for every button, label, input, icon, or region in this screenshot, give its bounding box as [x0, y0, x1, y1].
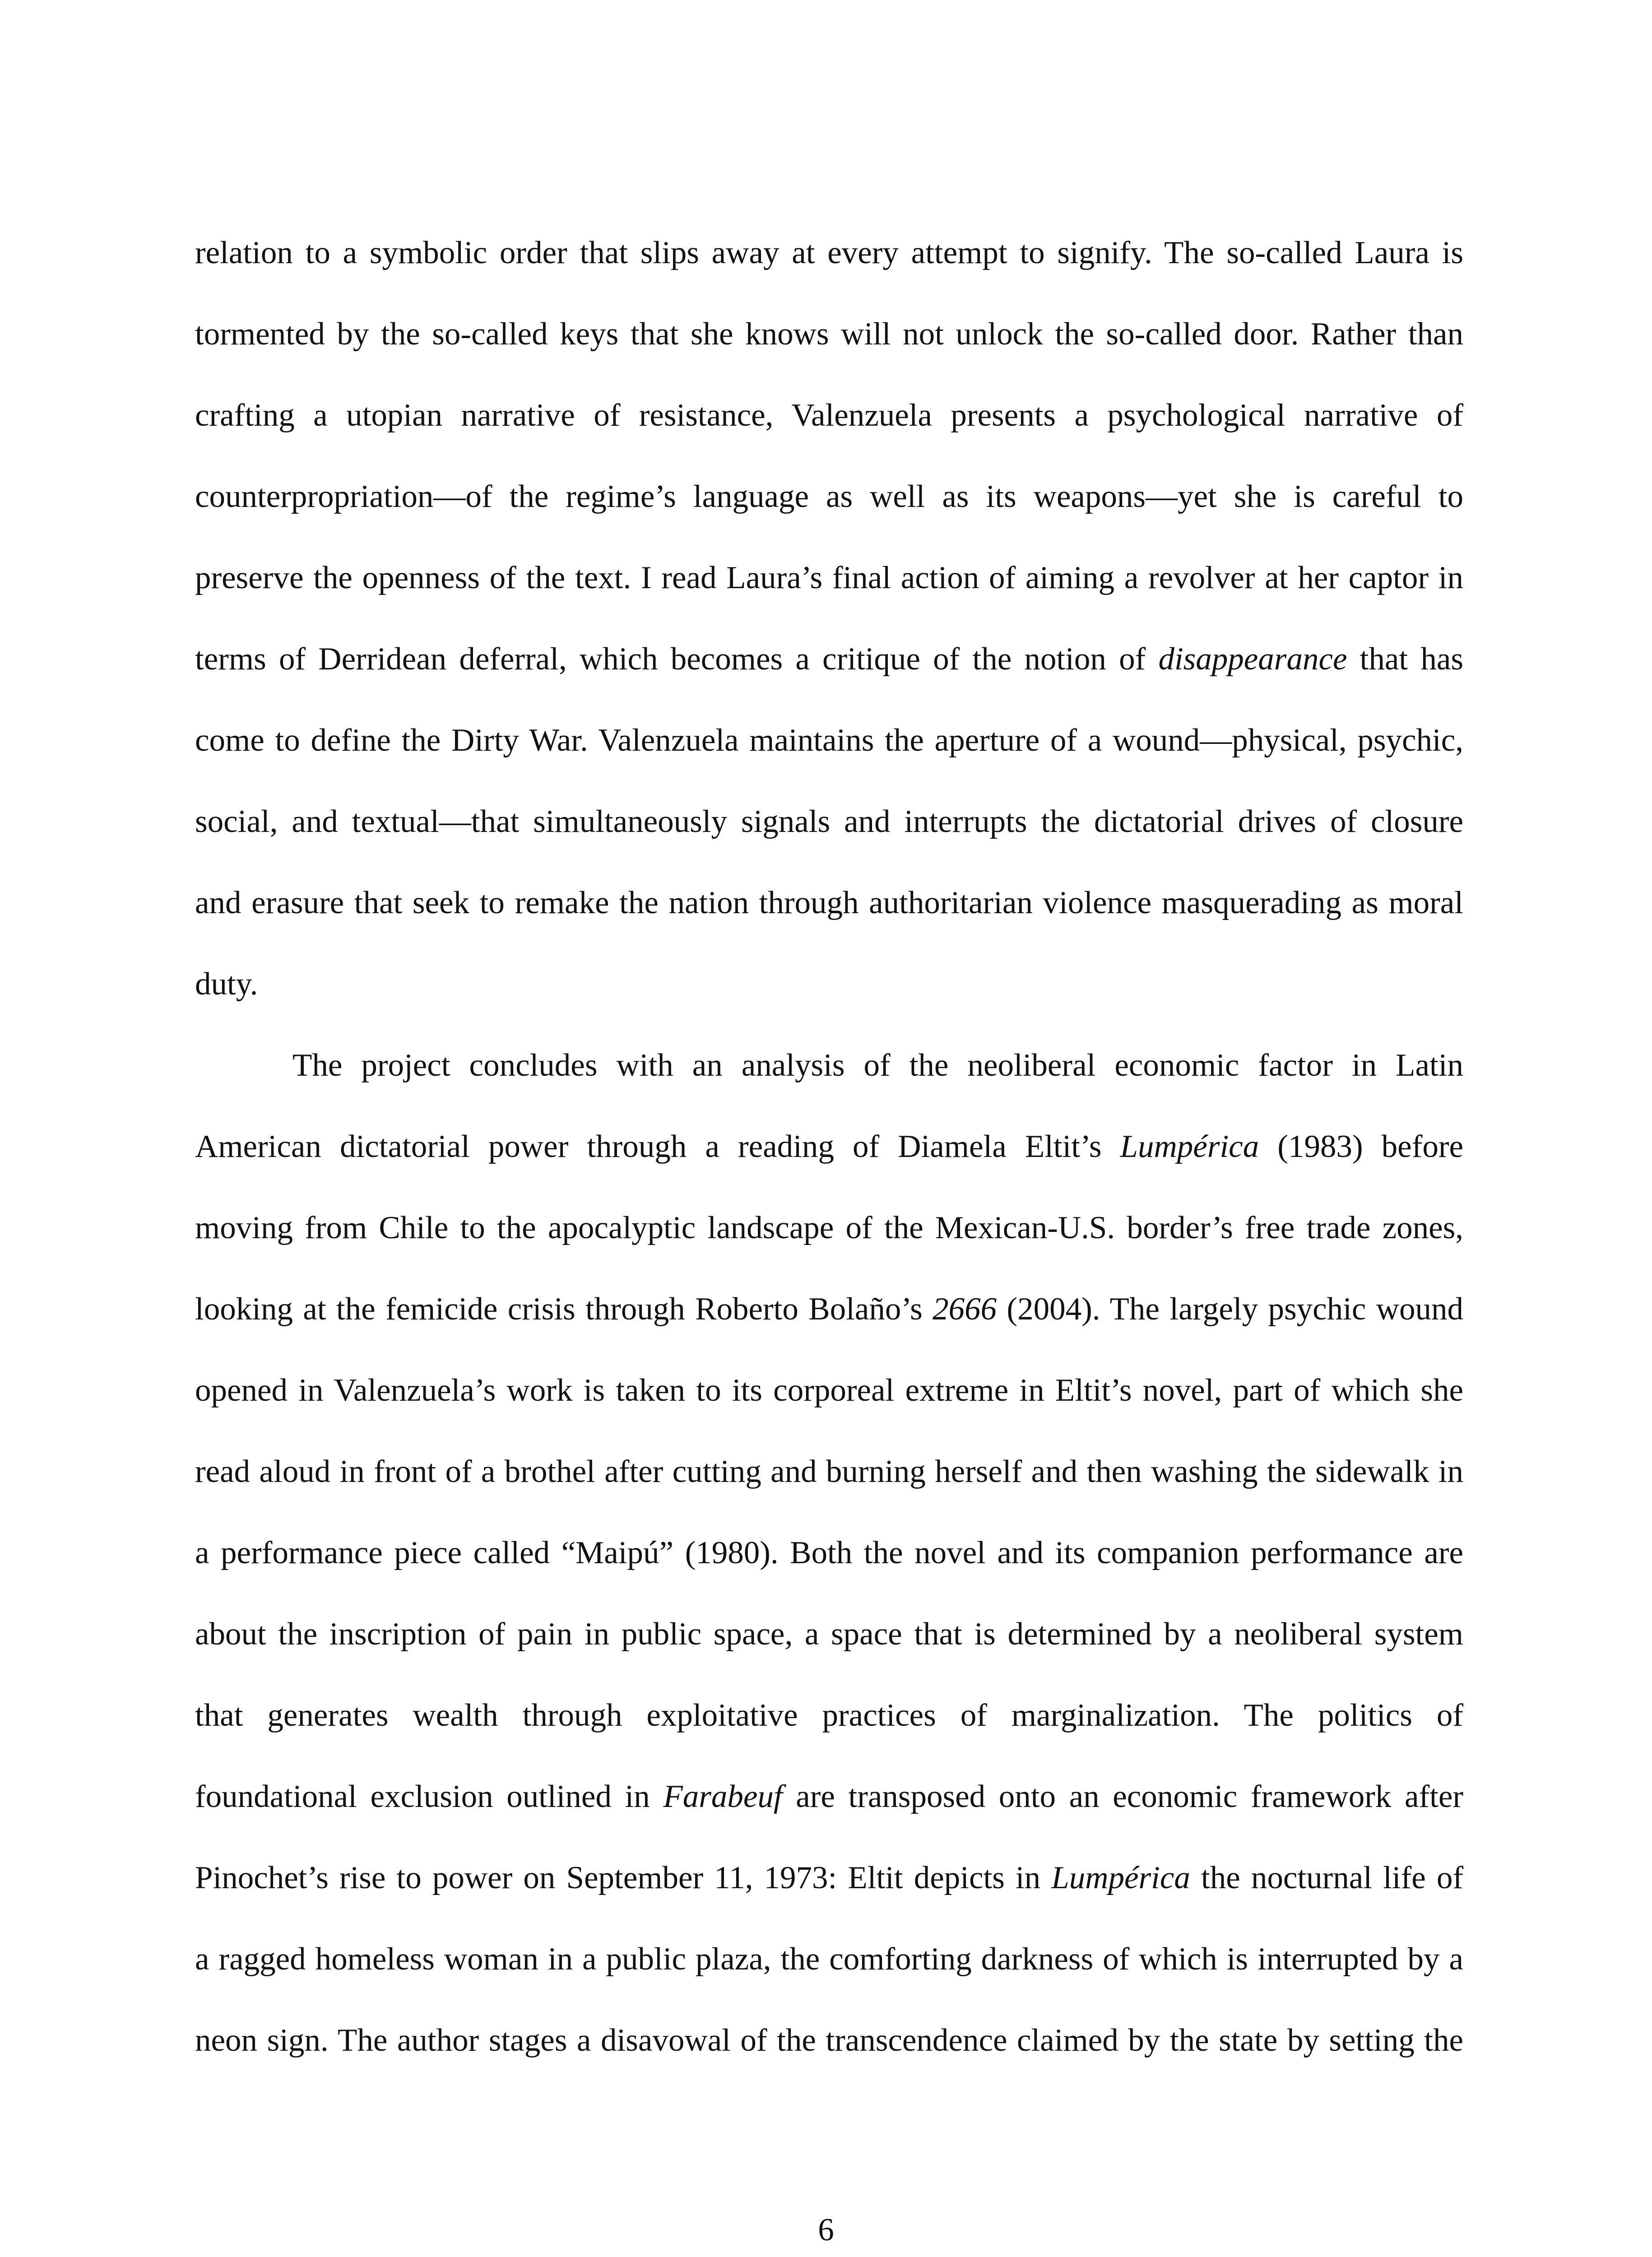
- text-line: [195, 1593, 1463, 1675]
- text-line: [195, 1756, 1463, 1837]
- text-run: (2004). The largely psychic wound: [997, 1291, 1463, 1327]
- text-run: counterpropriation—of the regime’s language as well as its weapons—yet she is careful to: [195, 479, 1463, 514]
- text-run: American dictatorial power through a reading of Diamela Eltit’s: [195, 1129, 1120, 1164]
- italic-title: Farabeuf: [663, 1779, 783, 1814]
- text-run: foundational exclusion outlined in: [195, 1779, 664, 1814]
- text-line: [195, 537, 1463, 618]
- text-run: duty.: [195, 966, 258, 1002]
- text-line: [195, 1918, 1463, 2000]
- text-run: a performance piece called “Maipú” (1980). Both the novel and its companion performance are: [195, 1535, 1463, 1570]
- text-run: that generates wealth through exploitative practices of marginalization. The politics of: [195, 1698, 1463, 1733]
- text-line: [195, 943, 1463, 1025]
- italic-title: 2666: [933, 1291, 997, 1327]
- text-run: a ragged homeless woman in a public plaza, the comforting darkness of which is interrupted by a: [195, 1941, 1463, 1977]
- text-line: [195, 212, 1463, 293]
- text-line: [195, 700, 1463, 781]
- text-line: [195, 456, 1463, 537]
- text-line: [195, 781, 1463, 862]
- italic-title: Lumpérica: [1051, 1860, 1190, 1895]
- text-run: neon sign. The author stages a disavowal of the transcendence claimed by the state by setting the: [195, 2023, 1463, 2058]
- text-run: crafting a utopian narrative of resistance, Valenzuela presents a psychological narrative of: [195, 398, 1463, 433]
- italic-title: disappearance: [1158, 641, 1347, 677]
- text-line: [195, 1025, 1463, 1106]
- text-run: the nocturnal life of: [1190, 1860, 1463, 1895]
- text-run: (1983) before: [1259, 1129, 1463, 1164]
- text-run: opened in Valenzuela’s work is taken to its corporeal extreme in Eltit’s novel, part of which she: [195, 1373, 1463, 1408]
- text-run: are transposed onto an economic framework after: [782, 1779, 1463, 1814]
- body-text: [195, 212, 1463, 2081]
- text-run: tormented by the so-called keys that she knows will not unlock the so-called door. Rather than: [195, 316, 1463, 352]
- text-line: [195, 1837, 1463, 1918]
- text-run: relation to a symbolic order that slips away at every attempt to signify. The so-called Laura is: [195, 235, 1463, 270]
- text-run: moving from Chile to the apocalyptic landscape of the Mexican-U.S. border’s free trade zones,: [195, 1210, 1463, 1245]
- italic-title: Lumpérica: [1120, 1129, 1259, 1164]
- text-line: [195, 1106, 1463, 1187]
- text-line: [195, 1350, 1463, 1431]
- text-line: [195, 1187, 1463, 1268]
- text-run: that has: [1347, 641, 1463, 677]
- text-run: preserve the openness of the text. I read Laura’s final action of aiming a revolver at her captor in: [195, 560, 1463, 595]
- text-line: [195, 1268, 1463, 1350]
- text-line: [195, 2000, 1463, 2081]
- text-line: [195, 1675, 1463, 1756]
- text-run: and erasure that seek to remake the nation through authoritarian violence masquerading as moral: [195, 885, 1463, 920]
- text-line: [195, 862, 1463, 943]
- text-run: Pinochet’s rise to power on September 11, 1973: Eltit depicts in: [195, 1860, 1052, 1895]
- text-run: read aloud in front of a brothel after cutting and burning herself and then washing the sidewalk in: [195, 1454, 1463, 1489]
- text-line: [195, 618, 1463, 700]
- text-run: looking at the femicide crisis through Roberto Bolaño’s: [195, 1291, 933, 1327]
- text-run: about the inscription of pain in public space, a space that is determined by a neoliberal system: [195, 1616, 1463, 1652]
- text-line: [195, 1431, 1463, 1512]
- text-run: come to define the Dirty War. Valenzuela maintains the aperture of a wound—physical, psychic,: [195, 723, 1463, 758]
- text-run: social, and textual—that simultaneously signals and interrupts the dictatorial drives of closure: [195, 804, 1463, 839]
- text-line: [195, 1512, 1463, 1593]
- text-line: [195, 375, 1463, 456]
- text-line: [195, 293, 1463, 375]
- text-run: The project concludes with an analysis of the neoliberal economic factor in Latin: [292, 1048, 1463, 1083]
- text-run: terms of Derridean deferral, which becomes a critique of the notion of: [195, 641, 1159, 677]
- page-number: 6: [818, 2212, 834, 2248]
